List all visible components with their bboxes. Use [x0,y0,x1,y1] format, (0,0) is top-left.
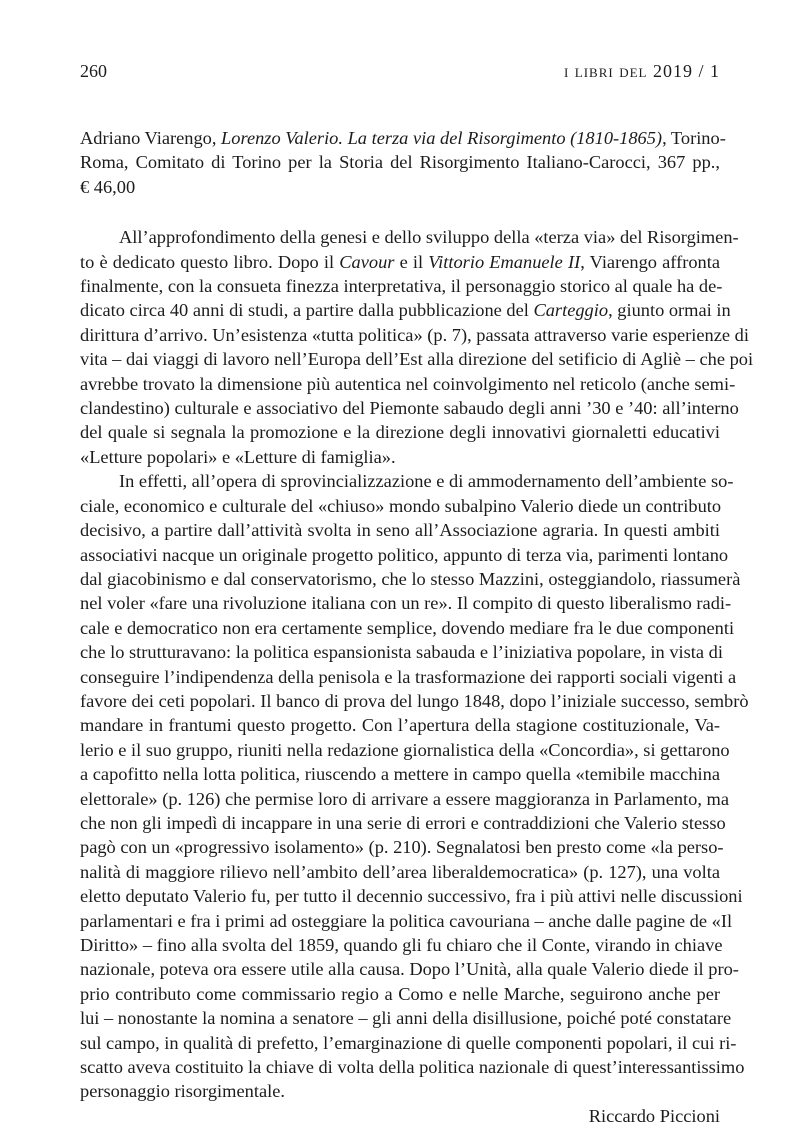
citation-price: € 46,00 [80,176,136,197]
text-line: decisivo, a partire dall’attività svolta in seno all’Associazione agraria. In questi ambiti [80,520,720,541]
running-head: i libri del 2019 / 1 [563,61,720,81]
text-line: All’approfondimento della genesi e dello sviluppo della «terza via» del Risorgimen- [119,227,739,248]
text-line: che lo strutturavano: la politica espansionista sabauda e l’iniziativa popolare, in vista di [80,642,723,663]
book-citation [80,126,726,199]
text-line: avrebbe trovato la dimensione più autentica nel coinvolgimento nel reticolo (anche semi- [80,373,736,394]
review-content [80,126,754,1128]
citation-line [80,126,726,150]
citation-author: Adriano Viarengo, [80,128,222,148]
paragraph-1 [80,225,754,469]
text-line: to è dedicato questo libro. Dopo il Cavour e il Vittorio Emanuele II, Viarengo affronta [80,251,720,272]
text-line: In effetti, all’opera di sprovincializzazione e di ammodernamento dell’ambiente so- [119,471,734,492]
page-header [80,61,720,89]
text-line: «Letture popolari» e «Letture di famiglia». [80,446,396,467]
text-line: che non gli impedì di incappare in una serie di errori e contraddizioni che Valerio stesso [80,812,726,833]
text-line: pagò con un «progressivo isolamento» (p. 210). Segnalatosi ben presto come «la perso- [80,837,724,858]
text-line: personaggio risorgimentale. [80,1081,285,1102]
text-line: a capofitto nella lotta politica, riuscendo a mettere in campo quella «temibile macchina [80,764,720,785]
page-number: 260 [80,61,107,81]
text-line: del quale si segnala la promozione e la direzione degli innovativi giornaletti educativi [80,422,720,443]
italic-title: Vittorio Emanuele II [428,251,581,272]
text-line: eletto deputato Valerio fu, per tutto il decennio successivo, fra i più attivi nelle discussioni [80,886,743,907]
paragraph-2 [80,469,749,1104]
italic-title: Carteggio [533,300,609,321]
text-line: dirittura d’arrivo. Un’esistenza «tutta politica» (p. 7), passata attraverso varie esperienze di [80,324,749,345]
citation-line: Roma, Comitato di Torino per la Storia del Risorgimento Italiano-Carocci, 367 pp., [80,152,720,173]
text-line: dal giacobinismo e dal conservatorismo, che lo stesso Mazzini, osteggiandolo, riassumerà [80,568,741,589]
text-line: nalità di maggiore rilievo nell’ambito dell’area liberaldemocratica» (p. 127), una volta [80,861,720,882]
citation-title: Lorenzo Valerio. La terza via del Risorgimento (1810-1865) [221,128,663,148]
text-line: clandestino) culturale e associativo del Piemonte sabaudo degli anni ’30 e ’40: all’interno [80,398,739,419]
italic-title: Cavour [339,251,395,272]
text-line: prio contributo come commissario regio a Como e nelle Marche, seguirono anche per [80,983,720,1004]
text-line: finalmente, con la consueta finezza interpretativa, il personaggio storico al quale ha de- [80,276,723,297]
text-line: cale e democratico non era certamente semplice, dovendo mediare fra le due componenti [80,617,735,638]
text-line: vita – dai viaggi di lavoro nell’Europa dell’Est alla direzione del setificio di Agliè – che poi [80,349,754,370]
text-line: mandare in frantumi questo progetto. Con l’apertura della stagione costituzionale, Va- [80,715,720,736]
text-line: associativi nacque un originale progetto politico, appunto di terza via, parimenti lontano [80,544,729,565]
text-line: scatto aveva costituito la chiave di volta della politica nazionale di quest’interessantissimo [80,1057,745,1078]
text-line: nazionale, poteva ora essere utile alla causa. Dopo l’Unità, alla quale Valerio diede il pro- [80,959,739,980]
text-line: lerio e il suo gruppo, riuniti nella redazione giornalistica della «Concordia», si gettarono [80,739,730,760]
text-line: favore dei ceti popolari. Il banco di prova del lungo 1848, dopo l’iniziale successo, sembrò [80,690,749,711]
reviewer-signature: Riccardo Piccioni [588,1105,720,1126]
text-line: nel voler «fare una rivoluzione italiana con un re». Il compito di questo liberalismo radi- [80,593,732,614]
text-line: lui – nonostante la nomina a senatore – gli anni della disillusione, poiché poté constatare [80,1008,732,1029]
text-line: Diritto» – fino alla svolta del 1859, quando gli fu chiaro che il Conte, virando in chiave [80,935,723,955]
citation-place: , Torino- [662,128,726,148]
text-line: sul campo, in qualità di prefetto, l’emarginazione di quelle componenti popolari, il cui ri- [80,1032,737,1053]
text-line: ciale, economico e culturale del «chiuso» mondo subalpino Valerio diede un contributo [80,495,722,516]
text-line: dicato circa 40 anni di studi, a partire dalla pubblicazione del Carteggio, giunto ormai in [80,300,731,321]
text-line: elettorale» (p. 126) che permise loro di arrivare a essere maggioranza in Parlamento, ma [80,788,730,809]
text-line: parlamentari e fra i primi ad osteggiare la politica cavouriana – anche dalle pagine de «Il [80,910,733,931]
text-line: conseguire l’indipendenza della penisola e la trasformazione dei rapporti sociali vigenti a [80,666,737,687]
